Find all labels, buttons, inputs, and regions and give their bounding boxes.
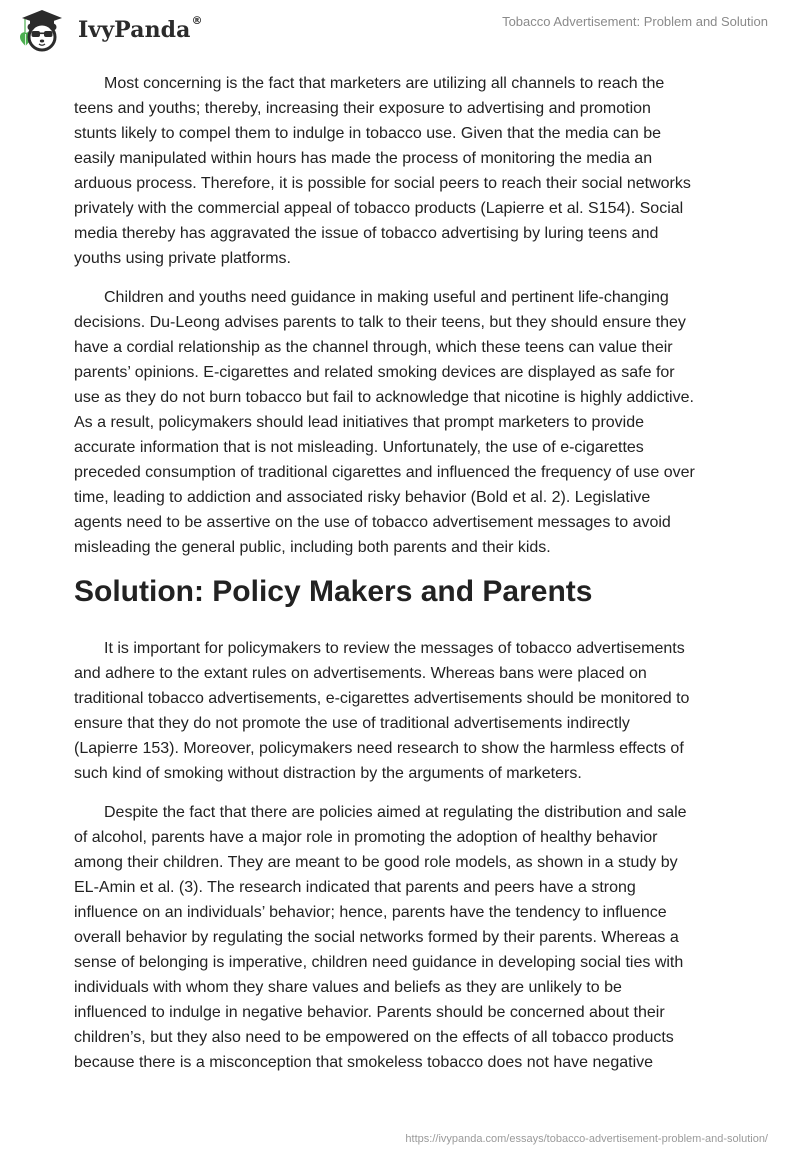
- paragraph-line: individuals with whom they share values and beliefs as they are unlikely to be: [74, 979, 622, 996]
- panda-graduate-icon: [16, 6, 76, 52]
- paragraph-line: Most concerning is the fact that marketers are utilizing all channels to reach the: [104, 75, 665, 92]
- paragraph-line: Children and youths need guidance in making useful and pertinent life-changing: [104, 289, 669, 306]
- paragraph-line: parents’ opinions. E-cigarettes and related smoking devices are displayed as safe for: [74, 364, 675, 381]
- paragraph-line: As a result, policymakers should lead initiatives that prompt marketers to provide: [74, 414, 645, 431]
- paragraph-line: and adhere to the extant rules on advertisements. Whereas bans were placed on: [74, 665, 647, 682]
- paragraph-line: accurate information that is not misleading. Unfortunately, the use of e-cigarettes: [74, 439, 644, 456]
- paragraph-line: agents need to be assertive on the use of tobacco advertisement messages to avoid: [74, 514, 671, 531]
- paragraph-line: stunts likely to compel them to indulge in tobacco use. Given that the media can be: [74, 125, 661, 142]
- paragraph-line: traditional tobacco advertisements, e-cigarettes advertisements should be monitored to: [74, 690, 690, 707]
- paragraph-line: (Lapierre 153). Moreover, policymakers need research to show the harmless effects of: [74, 740, 684, 757]
- section-heading: Solution: Policy Makers and Parents: [74, 575, 593, 608]
- paragraph-line: use as they do not burn tobacco but fail to acknowledge that nicotine is highly addictive.: [74, 389, 694, 406]
- ivypanda-logo[interactable]: [16, 6, 203, 52]
- paragraph-line: arduous process. Therefore, it is possible for social peers to reach their social networks: [74, 175, 691, 192]
- document-title: Tobacco Advertisement: Problem and Solution: [502, 14, 768, 29]
- paragraph-line: easily manipulated within hours has made the process of monitoring the media an: [74, 150, 653, 167]
- paragraph-line: influence on an individuals’ behavior; hence, parents have the tendency to influence: [74, 904, 667, 921]
- essay-content: [74, 71, 754, 1089]
- section-spacer: [74, 610, 754, 636]
- paragraph-line: such kind of smoking without distraction by the arguments of marketers.: [74, 765, 582, 782]
- paragraph-line: have a cordial relationship as the channel through, which these teens can value their: [74, 339, 673, 356]
- paragraph-line: teens and youths; thereby, increasing their exposure to advertising and promotion: [74, 100, 651, 117]
- paragraph-line: privately with the commercial appeal of tobacco products (Lapierre et al. S154). Social: [74, 200, 684, 217]
- page-header: [0, 0, 800, 56]
- paragraph-line: Despite the fact that there are policies aimed at regulating the distribution and sale: [104, 804, 687, 821]
- paragraph-line: ensure that they do not promote the use of traditional advertisements indirectly: [74, 715, 630, 732]
- paragraph-line: overall behavior by regulating the social networks formed by their parents. Whereas a: [74, 929, 679, 946]
- paragraph-line: sense of belonging is imperative, children need guidance in developing social ties with: [74, 954, 684, 971]
- paragraph-4: [74, 800, 754, 1075]
- brand-name: IvyPanda: [78, 17, 191, 43]
- paragraph-line: youths using private platforms.: [74, 250, 291, 267]
- paragraph-line: of alcohol, parents have a major role in promoting the adoption of healthy behavior: [74, 829, 658, 846]
- paragraph-line: preceded consumption of traditional cigarettes and influenced the frequency of use over: [74, 464, 695, 481]
- paragraph-line: misleading the general public, including both parents and their kids.: [74, 539, 551, 556]
- paragraph-line: media thereby has aggravated the issue of tobacco advertising by luring teens and: [74, 225, 659, 242]
- paragraph-line: because there is a misconception that smokeless tobacco does not have negative: [74, 1054, 654, 1071]
- registered-mark: ®: [191, 13, 203, 27]
- paragraph-line: It is important for policymakers to review the messages of tobacco advertisements: [104, 640, 685, 657]
- paragraph-3: [74, 636, 754, 786]
- paragraph-line: influenced to indulge in negative behavior. Parents should be concerned about their: [74, 1004, 665, 1021]
- paragraph-line: children’s, but they also need to be empowered on the effects of all tobacco products: [74, 1029, 674, 1046]
- paragraph-line: decisions. Du-Leong advises parents to talk to their teens, but they should ensure they: [74, 314, 686, 331]
- paragraph-line: time, leading to addiction and associated risky behavior (Bold et al. 2). Legislative: [74, 489, 651, 506]
- paragraph-1: [74, 71, 754, 271]
- paragraph-2: [74, 285, 754, 560]
- source-url-link[interactable]: https://ivypanda.com/essays/tobacco-advertisement-problem-and-solution/: [405, 1133, 768, 1145]
- paragraph-line: EL-Amin et al. (3). The research indicated that parents and peers have a strong: [74, 879, 636, 896]
- paragraph-line: among their children. They are meant to be good role models, as shown in a study by: [74, 854, 678, 871]
